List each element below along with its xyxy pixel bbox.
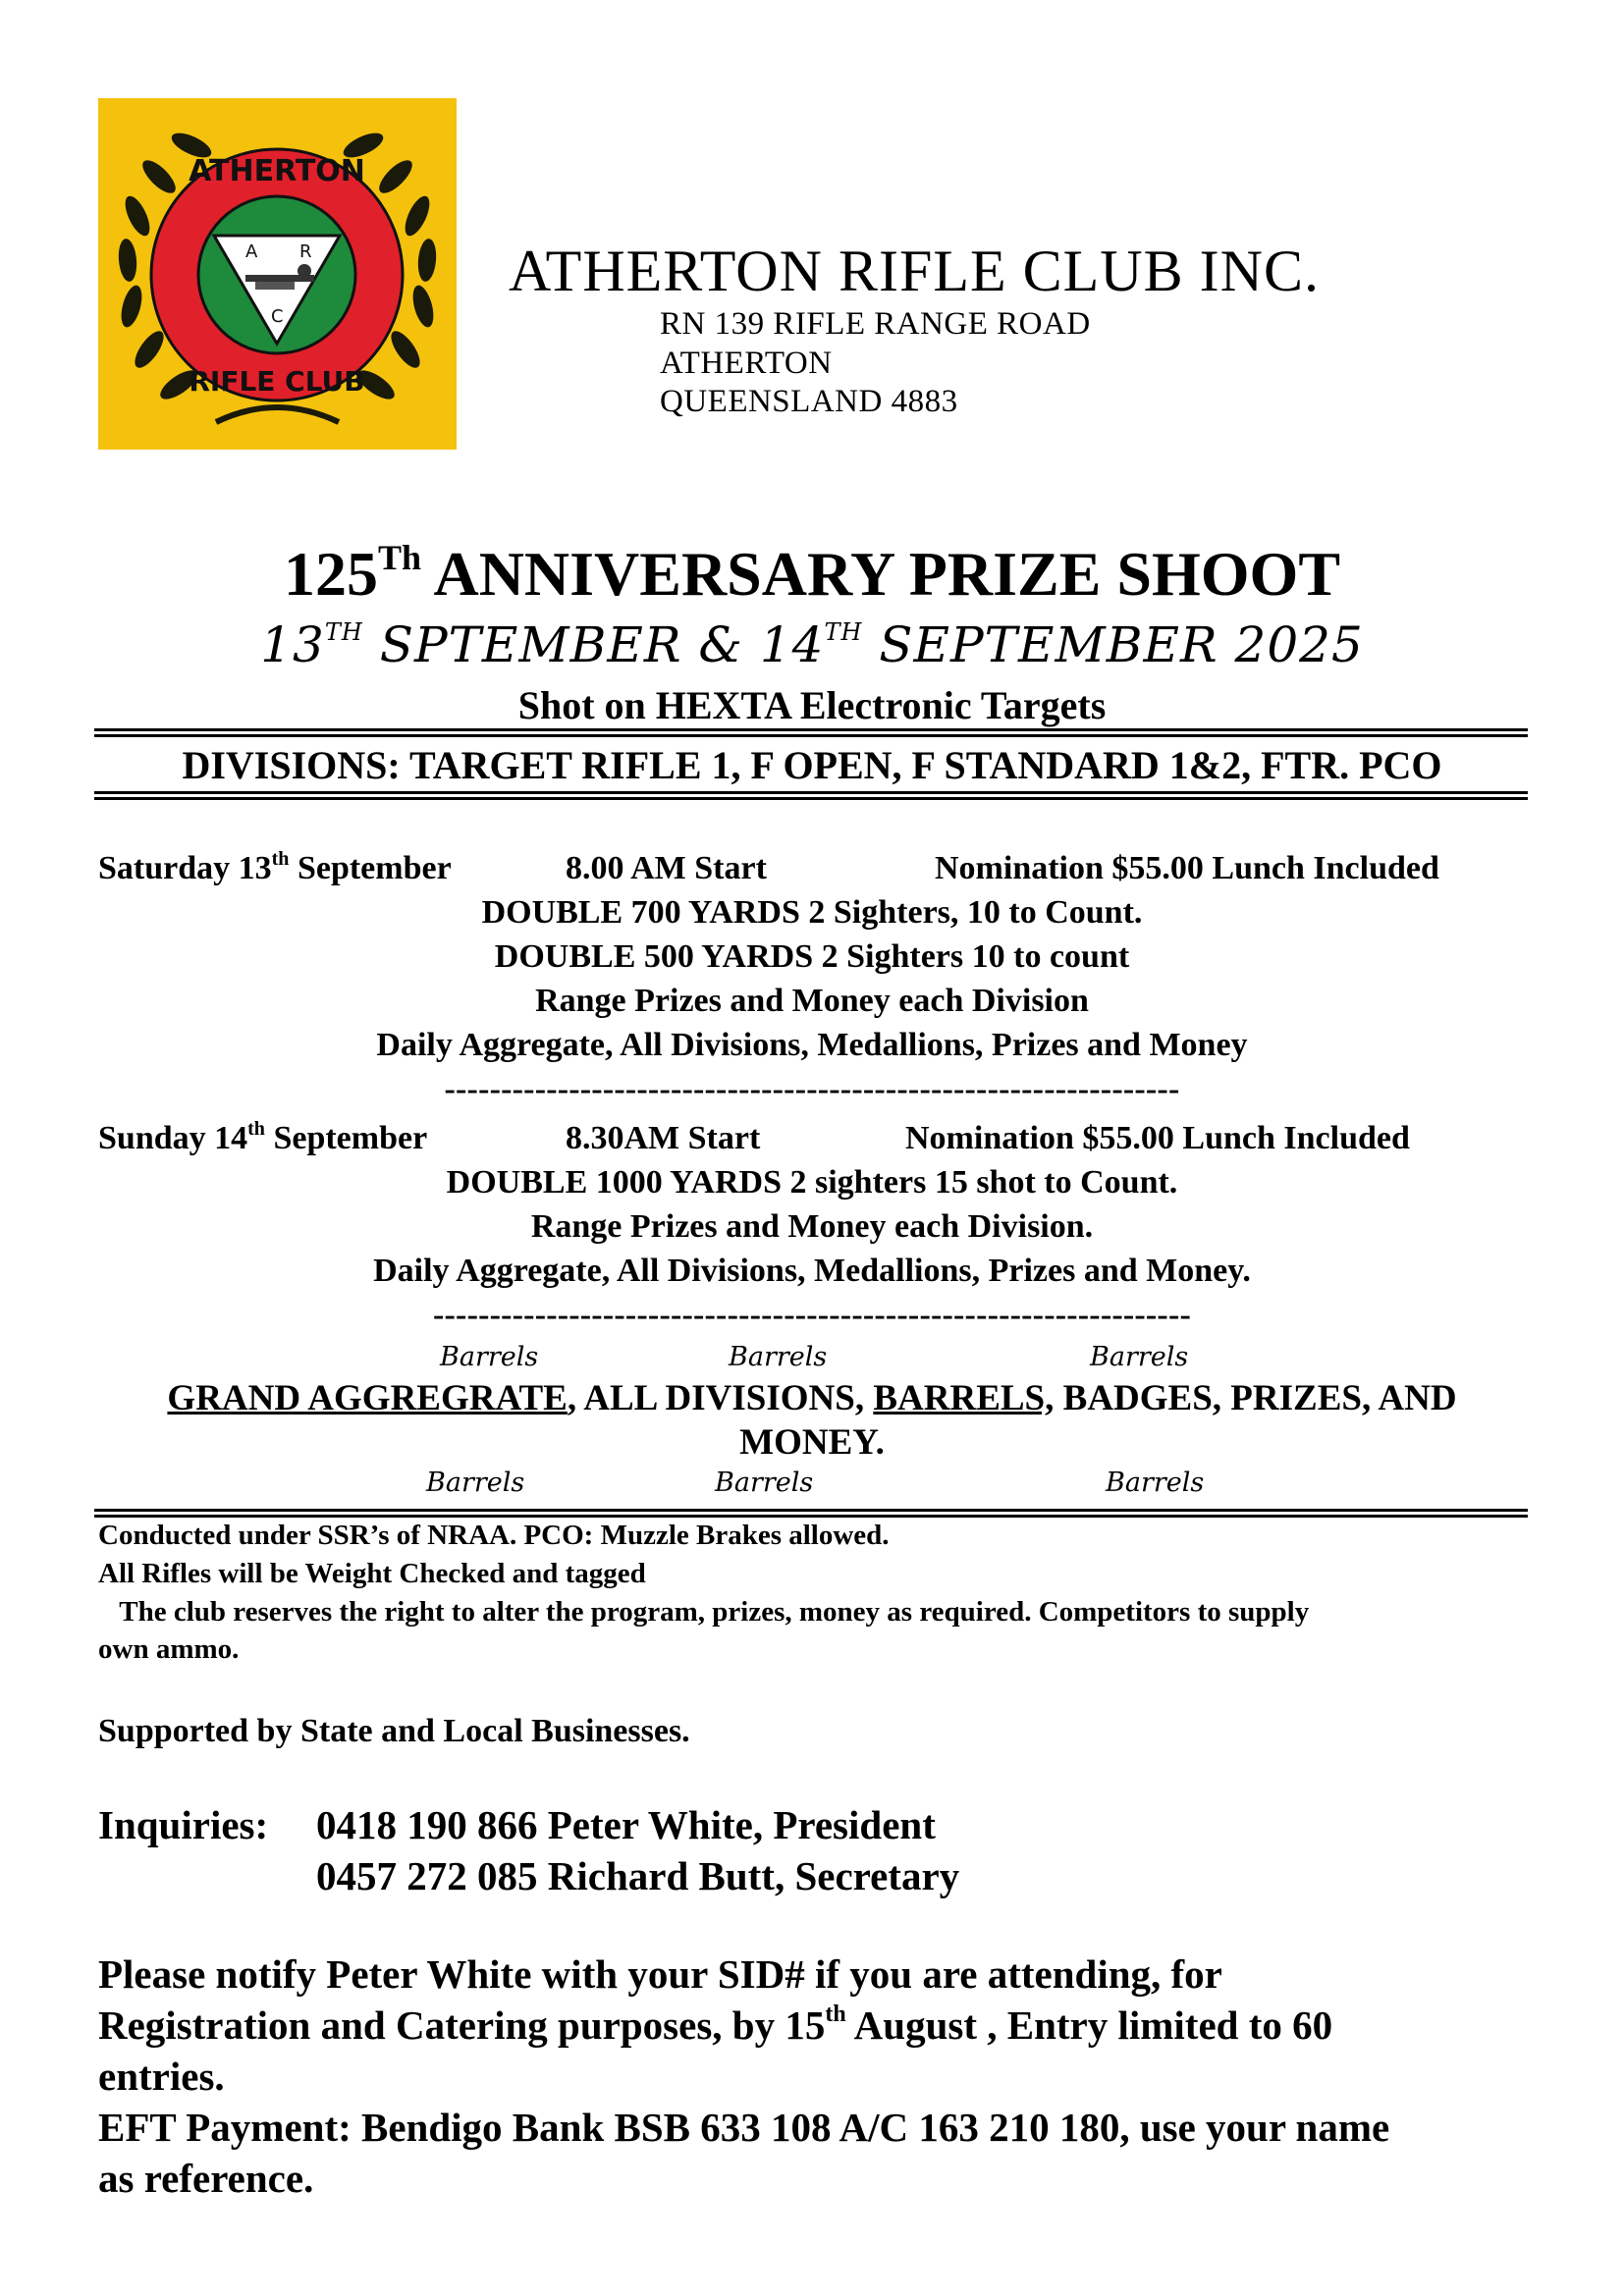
note-line: own ammo. — [98, 1633, 240, 1665]
contact-secretary: 0457 272 085 Richard Butt, Secretary — [316, 1853, 960, 1898]
logo-bottom-text: RIFLE CLUB — [189, 365, 365, 398]
event-title: 125Th ANNIVERSARY PRIZE SHOOT — [283, 538, 1341, 609]
grand-aggregate-line2: MONEY. — [739, 1422, 885, 1463]
divider — [94, 1509, 1528, 1518]
saturday-line: DOUBLE 500 YARDS 2 Sighters 10 to count — [494, 938, 1130, 975]
note-line: Conducted under SSR’s of NRAA. PCO: Muzzle Brakes allowed. — [98, 1520, 890, 1551]
barrels-label: Barrels — [715, 1468, 814, 1498]
inquiries-label: Inquiries: — [98, 1802, 269, 1847]
notify-line: Registration and Catering purposes, by 15th August , Entry limited to 60 — [98, 2002, 1333, 2048]
barrels-label: Barrels — [440, 1342, 539, 1372]
barrels-label: Barrels — [1090, 1342, 1189, 1372]
saturday-day: Saturday 13th September — [98, 848, 452, 886]
divisions: DIVISIONS: TARGET RIFLE 1, F OPEN, F STANDARD 1&2, FTR. PCO — [182, 743, 1442, 787]
note-line: All Rifles will be Weight Checked and tagged — [98, 1558, 646, 1589]
barrels-label: Barrels — [729, 1342, 828, 1372]
dashed-separator: ----------------------------------------------------------------- — [444, 1071, 1180, 1107]
sunday-line: DOUBLE 1000 YARDS 2 sighters 15 shot to Count. — [446, 1164, 1178, 1201]
notify-line: entries. — [98, 2054, 225, 2099]
saturday-line: DOUBLE 700 YARDS 2 Sighters, 10 to Count. — [481, 894, 1143, 931]
address-line-2: ATHERTON — [660, 346, 833, 381]
notify-line: Please notify Peter White with your SID# if you are attending, for — [98, 1951, 1222, 1997]
club-logo — [98, 98, 457, 450]
address-line-3: QUEENSLAND 4883 — [660, 384, 958, 419]
dashed-separator: ------------------------------------------------------------------- — [433, 1297, 1191, 1333]
supported-text: Supported by State and Local Businesses. — [98, 1713, 690, 1749]
event-dates: 13TH SPTEMBER & 14TH SEPTEMBER 2025 — [260, 616, 1364, 673]
logo-letter-c: C — [271, 306, 284, 327]
sunday-line: Daily Aggregate, All Divisions, Medallions, Prizes and Money. — [373, 1253, 1251, 1289]
eft-payment-line2: as reference. — [98, 2156, 314, 2201]
address-line-1: RN 139 RIFLE RANGE ROAD — [660, 306, 1091, 342]
subtitle: Shot on HEXTA Electronic Targets — [517, 683, 1107, 727]
eft-payment: EFT Payment: Bendigo Bank BSB 633 108 A/C 163 210 180, use your name — [98, 2105, 1390, 2150]
sunday-start: 8.30AM Start — [566, 1120, 761, 1156]
logo-top-text: ATHERTON — [189, 154, 365, 188]
logo-letter-r: R — [299, 241, 312, 262]
sunday-nomination: Nomination $55.00 Lunch Included — [905, 1120, 1410, 1156]
note-line: The club reserves the right to alter the program, prizes, money as required. Competitors to supply — [98, 1596, 1310, 1628]
divider — [94, 791, 1528, 800]
sunday-line: Range Prizes and Money each Division. — [530, 1208, 1094, 1245]
divider — [94, 728, 1528, 737]
saturday-line: Daily Aggregate, All Divisions, Medallions, Prizes and Money — [376, 1027, 1248, 1063]
contact-president: 0418 190 866 Peter White, President — [316, 1802, 936, 1847]
barrels-label: Barrels — [1106, 1468, 1205, 1498]
sunday-day: Sunday 14th September — [98, 1118, 428, 1156]
saturday-nomination: Nomination $55.00 Lunch Included — [935, 850, 1439, 886]
logo-letter-a: A — [245, 241, 258, 262]
saturday-line: Range Prizes and Money each Division — [535, 983, 1089, 1019]
barrels-label: Barrels — [426, 1468, 525, 1498]
grand-aggregate: GRAND AGGREGRATE, ALL DIVISIONS, BARRELS, BADGES, PRIZES, AND — [167, 1378, 1457, 1418]
saturday-start: 8.00 AM Start — [566, 850, 767, 886]
club-name: ATHERTON RIFLE CLUB INC. — [509, 239, 1320, 303]
